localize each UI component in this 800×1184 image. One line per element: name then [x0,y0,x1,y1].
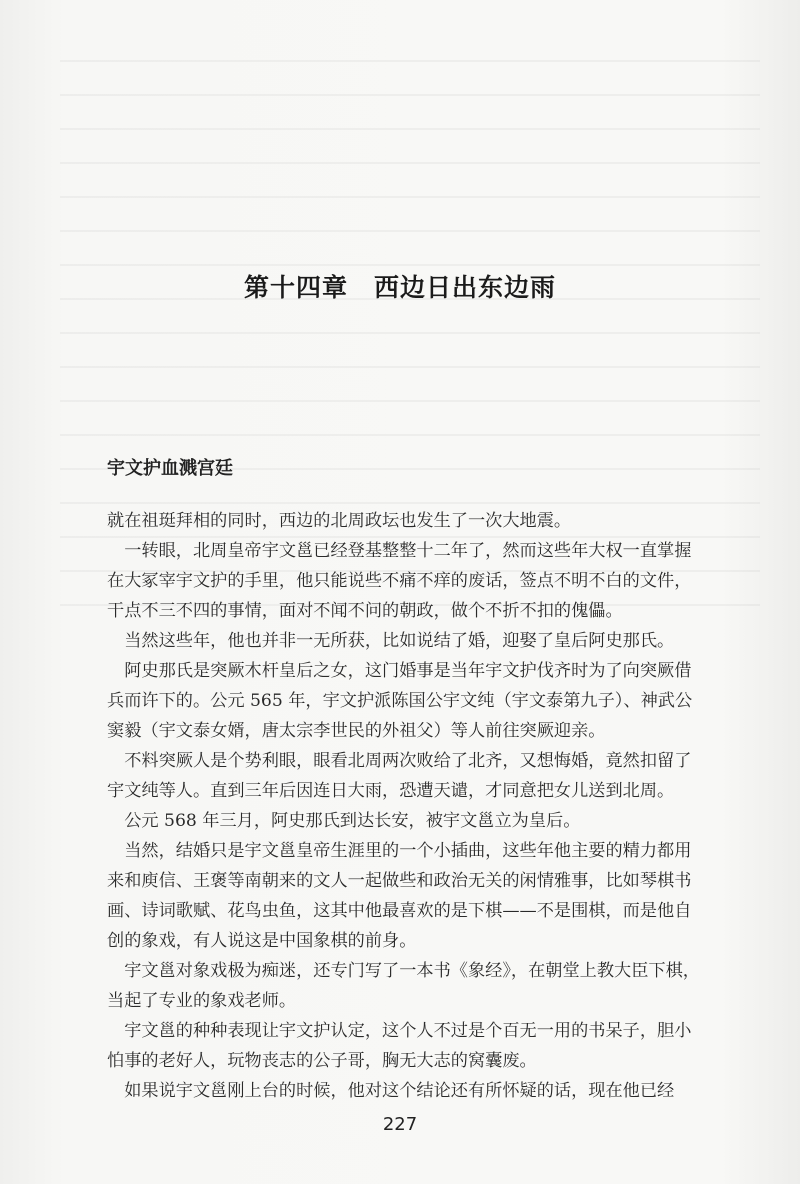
paragraph: 不料突厥人是个势利眼，眼看北周两次败给了北齐，又想悔婚，竟然扣留了宇文纯等人。直到三年后因连日大雨，恐遭天谴，才同意把女儿送到北周。 [107,751,692,801]
paragraph: 公元 568 年三月，阿史那氏到达长安，被宇文邕立为皇后。 [124,811,581,831]
paragraph: 阿史那氏是突厥木杆皇后之女，这门婚事是当年宇文护伐齐时为了向突厥借兵而许下的。公元 565 年，宇文护派陈国公宇文纯（宇文泰第九子）、神武公窦毅（宇文泰女婿，唐太宗李世民的外祖父）等人前往突厥迎亲。 [107,661,693,741]
page-number: 227 [382,1114,418,1135]
paragraph: 宇文邕对象戏极为痴迷，还专门写了一本书《象经》，在朝堂上教大臣下棋，当起了专业的象戏老师。 [107,961,700,1011]
chapter-title: 第十四章 西边日出东边雨 [243,273,556,302]
paragraph: 如果说宇文邕刚上台的时候，他对这个结论还有所怀疑的话，现在他已经 [124,1081,675,1101]
paragraph: 就在祖珽拜相的同时，西边的北周政坛也发生了一次大地震。 [107,511,572,531]
paragraph: 当然这些年，他也并非一无所获，比如说结了婚，迎娶了皇后阿史那氏。 [124,631,675,651]
paragraph: 宇文邕的种种表现让宇文护认定，这个人不过是个百无一用的书呆子，胆小怕事的老好人，玩物丧志的公子哥，胸无大志的窝囊废。 [107,1021,692,1071]
paragraph: 当然，结婚只是宇文邕皇帝生涯里的一个小插曲，这些年他主要的精力都用来和庾信、王褒等南朝来的文人一起做些和政治无关的闲情雅事，比如琴棋书画、诗词歌赋、花鸟虫鱼，这其中他最喜欢的是下棋——不是围棋，而是他自创的象戏，有人说这是中国象棋的前身。 [107,841,692,951]
body-text [107,506,705,1106]
paragraph: 一转眼，北周皇帝宇文邕已经登基整整十二年了，然而这些年大权一直掌握在大冢宰宇文护的手里，他只能说些不痛不痒的废话，签点不明不白的文件，干点不三不四的事情，面对不闻不问的朝政，做个不折不扣的傀儡。 [107,541,692,621]
section-title: 宇文护血溅宫廷 [107,458,233,479]
